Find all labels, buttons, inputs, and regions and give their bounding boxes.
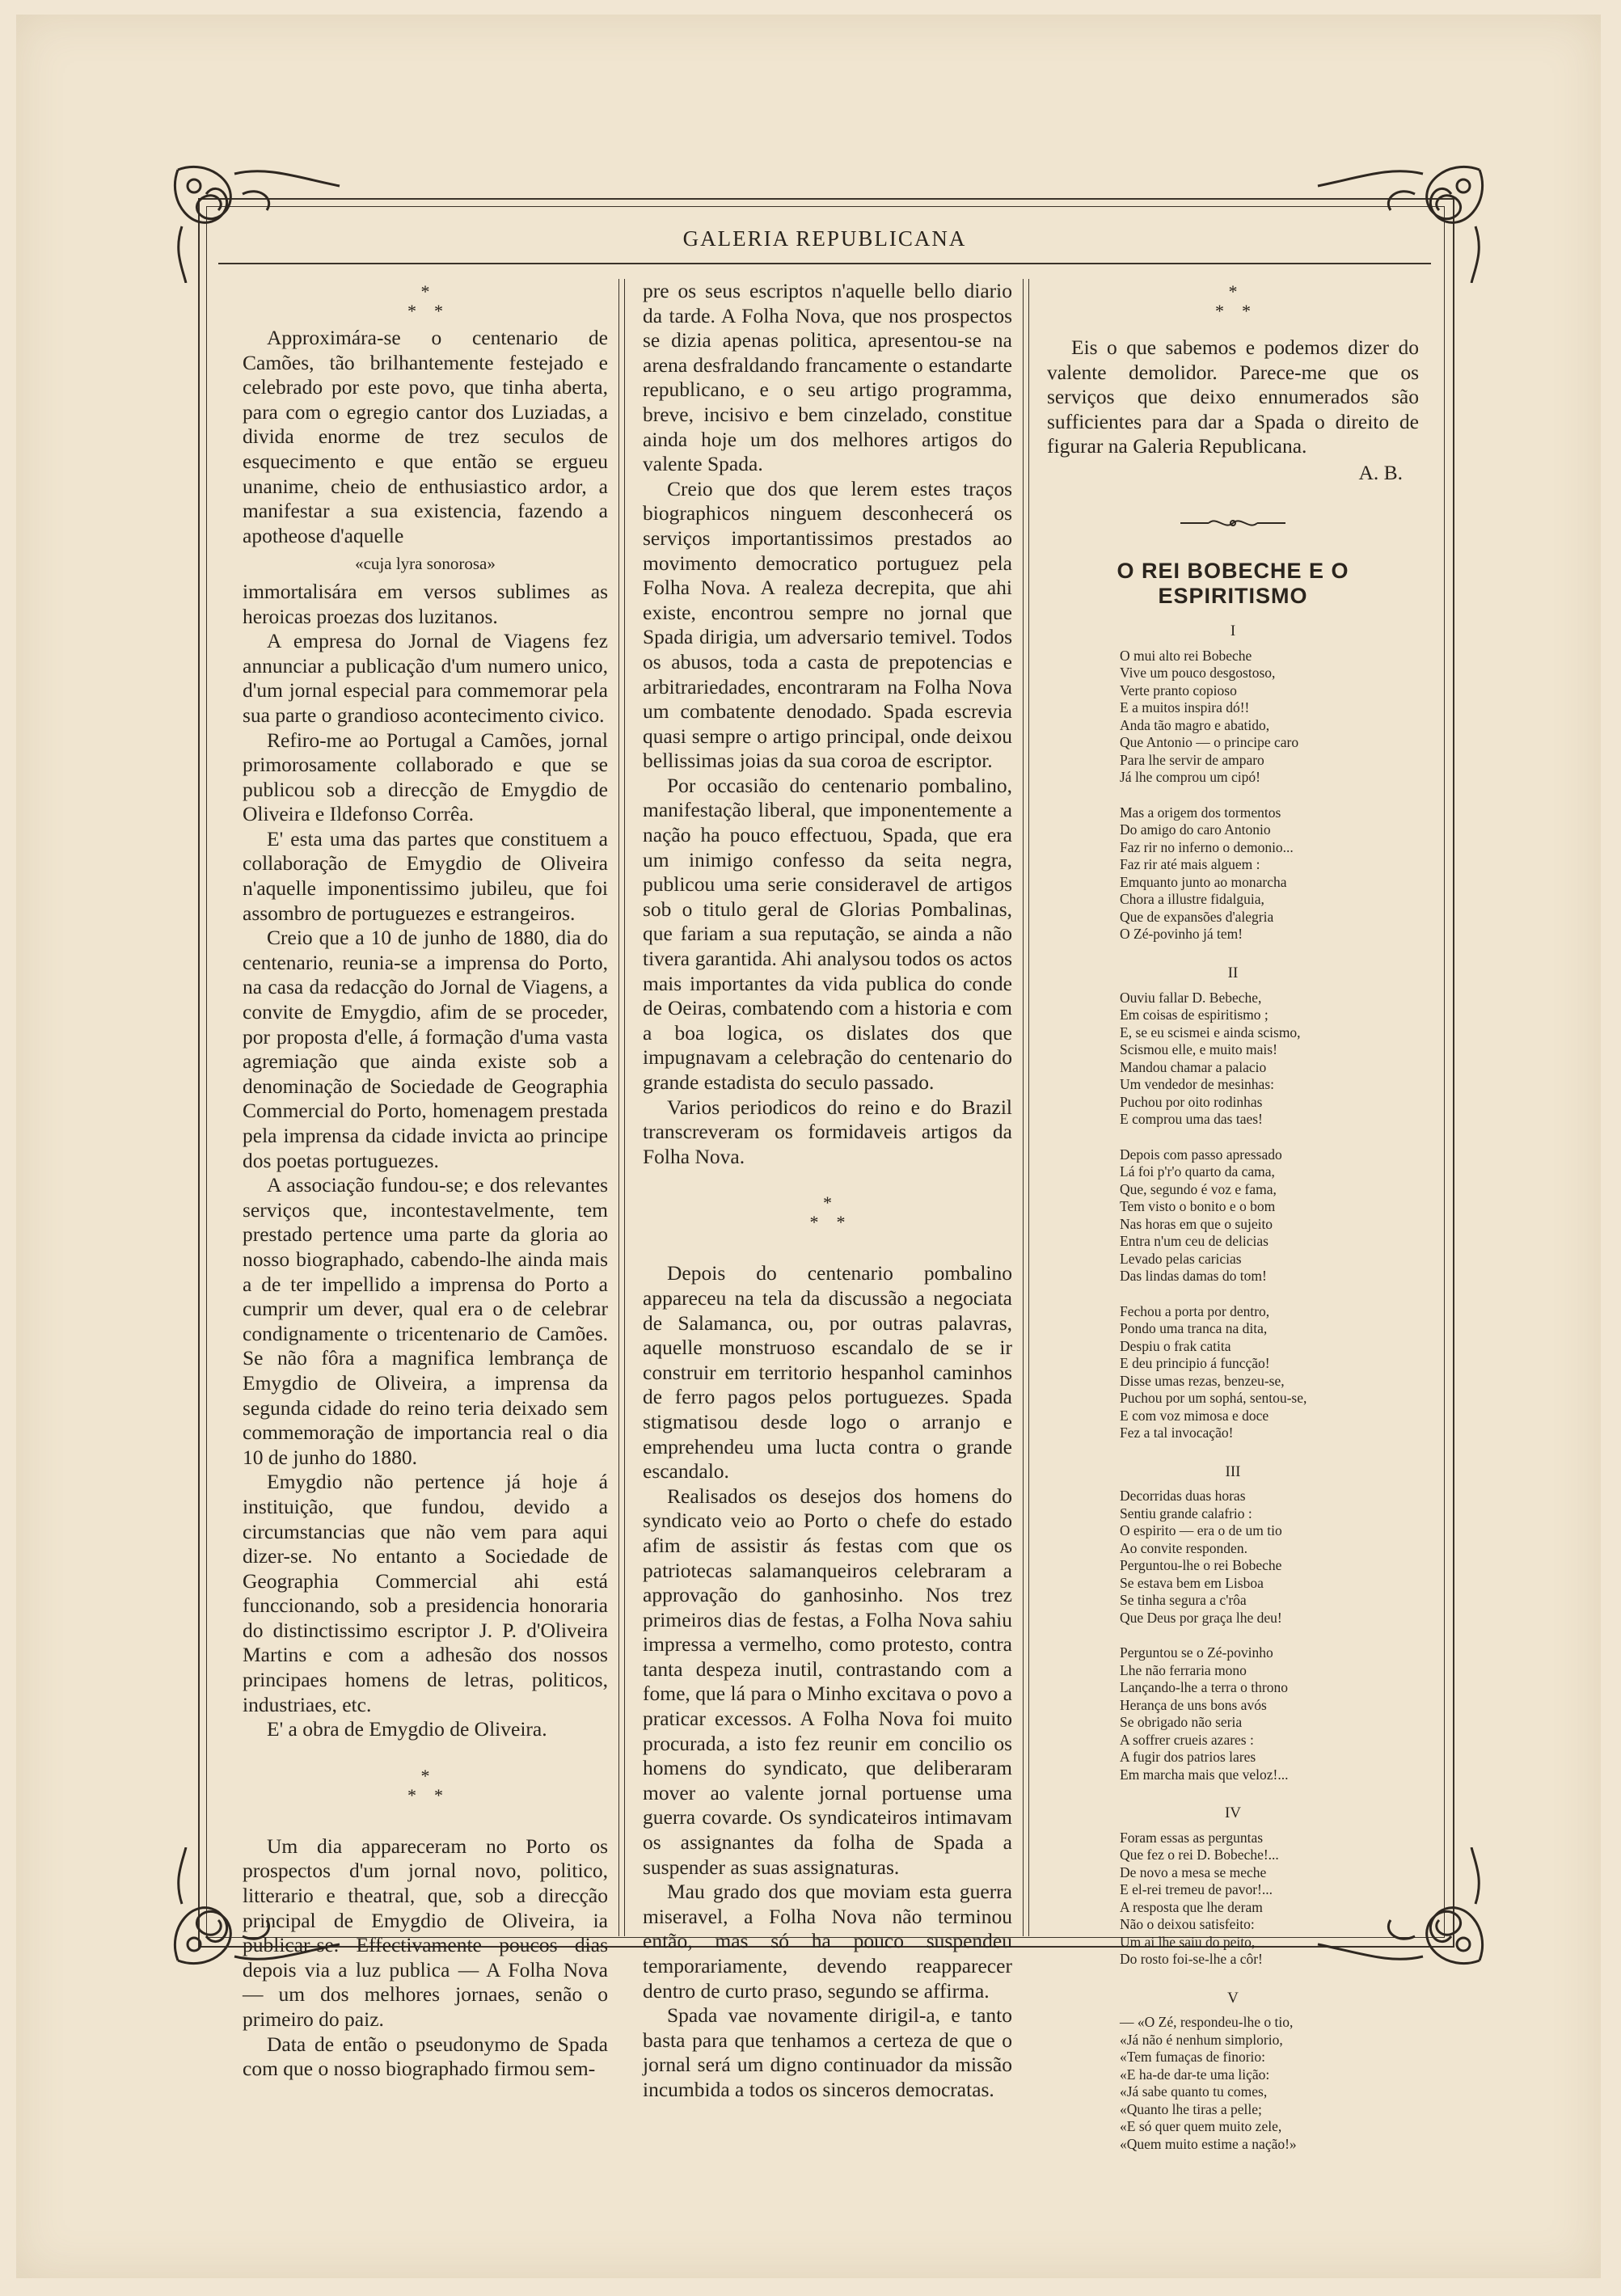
paragraph: Creio que dos que lerem estes traços biographicos ninguem desconhecerá os serviços importantissimos prestados ao movimento democratico portuguez pela Folha Nova. A realeza decrepita, que ahi existe, encontrou sempre no jornal que Spada dirigia, um adversario temivel. Todos os abusos, toda a casta de prepotencias e arbitrariedades, encontraram na Folha Nova um combatente denodado. Spada escrevia quasi sempre o artigo principal, onde deixou bellissimas joias da sua coroa de escriptor. — [643, 476, 1012, 773]
paragraph: Refiro-me ao Portugal a Camões, jornal primorosamente collaborado e que se publicou sob a direcção de Emygdio de Oliveira e Ildefonso Corrêa. — [243, 728, 608, 826]
poem-line: Que Antonio — o principe caro — [1120, 734, 1299, 751]
signature: A. B. — [1358, 460, 1403, 484]
poem-line: O espirito — era o de um tio — [1120, 1522, 1282, 1539]
poem-line: Pondo uma tranca na dita, — [1120, 1320, 1268, 1337]
poem-line: O Zé-povinho já tem! — [1120, 926, 1243, 943]
column-2 — [643, 279, 1012, 2103]
poem-stanza — [1047, 1303, 1419, 1442]
poem-line: «Quem muito estime a nação!» — [1120, 2135, 1297, 2152]
poem-line: E el-rei tremeu de pavor!... — [1120, 1881, 1273, 1898]
paragraph: A associação fundou-se; e dos relevantes serviços que, incontestavelmente, tem prestado pertence uma parte da gloria ao nosso biographado, cabendo-lhe ainda mais a de ter impellido a imprensa do Porto a cumprir um dever, qual era o de celebrar condignamente o tricentenario de Camões. Se não fôra a magnifica lembrança de Emygdio de Oliveira, a imprensa da segunda cidade do reino teria deixado sem commemoração de importancia real o dia 10 de junho do 1880. — [243, 1173, 608, 1469]
poem-stanza — [1047, 1146, 1419, 1285]
poem-line: Se obrigado não seria — [1120, 1714, 1243, 1731]
poem-line: Lançando-lhe a terra o throno — [1120, 1679, 1288, 1696]
poem-line: Levado pelas caricias — [1120, 1250, 1242, 1267]
poem-line: O mui alto rei Bobeche — [1120, 647, 1252, 664]
poem-line: Emquanto junto ao monarcha — [1120, 873, 1287, 890]
poem-line: Tem visto o bonito e o bom — [1120, 1198, 1276, 1215]
poem-line: — «O Zé, respondeu-lhe o tio, — [1120, 2014, 1294, 2031]
poem-line: Herança de uns bons avós — [1120, 1696, 1267, 1713]
header-rule — [218, 263, 1431, 264]
poem-line: Que de expansões d'alegria — [1120, 908, 1274, 925]
page-header: GALERIA REPUBLICANA — [682, 226, 967, 251]
poem-line: Faz rir no inferno o demonio... — [1120, 838, 1294, 855]
poem-line: Se estava bem em Lisboa — [1120, 1574, 1264, 1591]
poem-line: E a muitos inspira dó!! — [1120, 699, 1250, 716]
poem-line: Faz rir até mais alguem : — [1120, 856, 1260, 873]
paragraph: pre os seus escriptos n'aquelle bello diario da tarde. A Folha Nova, que nos prospectos se dizia apenas politica, apresentou-se na arena desfraldando francamente o estandarte republicano, e o seu artigo programma, breve, incisivo e bem cinzelado, constitue ainda hoje um dos melhores artigos do valente Spada. — [643, 279, 1012, 476]
poem-line: A resposta que lhe deram — [1120, 1898, 1263, 1915]
poem-line: Um ai lhe saiu do peito, — [1120, 1933, 1256, 1950]
paragraph: Creio que a 10 de junho de 1880, dia do centenario, reunia-se a imprensa do Porto, na casa da redacção do Jornal de Viagens, a convite de Emygdio, afim de se proceder, por proposta d'elle, á formação d'uma vasta agremiação que ainda existe sob a denominação de Sociedade de Geographia Commercial do Porto, homenagem prestada pela imprensa da cidade invicta ao principe dos poetas portuguezes. — [243, 926, 608, 1172]
poem-line: Lá foi p'r'o quarto da cama, — [1120, 1163, 1275, 1180]
section-stars: * * * — [407, 281, 443, 321]
poem-stanza — [1047, 648, 1419, 787]
poem-line: Que Deus por graça lhe deu! — [1120, 1609, 1282, 1626]
poem-title: O REI BOBECHE E O ESPIRITISMO — [1117, 559, 1349, 608]
poem-section-numeral: V — [1227, 1989, 1239, 2007]
poem-line: Foram essas as perguntas — [1120, 1829, 1264, 1846]
poem-line: Sentiu grande calafrio : — [1120, 1505, 1252, 1522]
poem-line: Despiu o frak catita — [1120, 1337, 1231, 1354]
paragraph: Data de então o pseudonymo de Spada com que o nosso biographado firmou sem- — [243, 2032, 608, 2081]
poem-line: Para lhe servir de amparo — [1120, 751, 1264, 768]
paragraph: immortalisára em versos sublimes as heroicas proezas dos luzitanos. — [243, 579, 608, 628]
poem-line: «Já não é nenhum simplorio, — [1120, 2031, 1283, 2048]
paragraph: E' esta uma das partes que constituem a collaboração de Emygdio de Oliveira n'aquelle imponentissimo jubileu, que foi assombro de portuguezes e estrangeiros. — [243, 826, 608, 925]
poem-line: A fugir dos patrios lares — [1120, 1749, 1256, 1766]
poem-line: Chora a illustre fidalguia, — [1120, 891, 1264, 908]
paragraph: A empresa do Jornal de Viagens fez annunciar a publicação d'um numero unico, d'um jornal especial para commemorar pela sua parte o grandioso acontecimento civico. — [243, 629, 608, 727]
poem-line: E comprou uma das taes! — [1120, 1111, 1263, 1128]
column-1 — [243, 279, 608, 2082]
section-stars: * * * — [1215, 281, 1251, 321]
poem-line: «Quanto lhe tiras a pelle; — [1120, 2100, 1262, 2117]
poem-section-numeral: I — [1230, 623, 1236, 640]
poem-line: Já lhe comprou um cipó! — [1120, 769, 1260, 786]
paragraph: Eis o que sabemos e podemos dizer do valente demolidor. Parece-me que os serviços que deixo ennumerados são sufficientes para dar a Spada o direito de figurar na Galeria Republicana. — [1047, 336, 1419, 458]
poem-line: Decorridas duas horas — [1120, 1488, 1246, 1505]
poem-line: «Já sabe quanto tu comes, — [1120, 2083, 1268, 2100]
column-divider-1 — [618, 279, 625, 1936]
paragraph: E' a obra de Emygdio de Oliveira. — [267, 1717, 547, 1741]
flourish-ornament — [1047, 512, 1419, 537]
poem-line: Ao convite responden. — [1120, 1539, 1247, 1556]
poem-line: Em coisas de espiritismo ; — [1120, 1007, 1269, 1023]
poem-line: Ouviu fallar D. Bebeche, — [1120, 989, 1262, 1006]
poem-line: Mandou chamar a palacio — [1120, 1058, 1267, 1075]
poem-stanza — [1047, 804, 1419, 943]
poem-line: Vive um pouco desgostoso, — [1120, 665, 1276, 682]
poem-line: Que fez o rei D. Bobeche!... — [1120, 1847, 1279, 1863]
poem-line: Disse umas rezas, benzeu-se, — [1120, 1372, 1285, 1389]
poem-line: Nas horas em que o sujeito — [1120, 1215, 1273, 1232]
paragraph: Por occasião do centenario pombalino, manifestação liberal, que imponentemente a nação ha pouco effectuou, Spada, que era um inimigo confesso da seita negra, publicou uma serie consideravel de artigos sob o titulo geral de Glorias Pombalinas, que fariam a sua reputação, se ainda a não tivera garantida. Ahi analysou todos os actos mais importantes da vida publica do conde de Oeiras, combatendo com a historia e com a boa logica, os dislates dos que impugnavam a celebração do centenario do grande estadista do seculo passado. — [643, 773, 1012, 1094]
poem-line: Perguntou se o Zé-povinho — [1120, 1644, 1273, 1661]
section-stars: * * * — [809, 1192, 846, 1233]
column-3 — [1047, 279, 1419, 2171]
poem-line: Do rosto foi-se-lhe a côr! — [1120, 1951, 1263, 1968]
paragraph: Um dia appareceram no Porto os prospectos d'um jornal novo, politico, litterario e theatral, que, sob a direcção principal de Emygdio de Oliveira, ia publicar-se. Effectivamente poucos dias depois via a luz publica — A Folha Nova — um dos melhores jornaes, senão o primeiro do paiz. — [243, 1834, 608, 2031]
column-divider-2 — [1023, 279, 1029, 1936]
paragraph: Mau grado dos que moviam esta guerra miseravel, a Folha Nova não terminou então, mas só ha pouco suspendeu temporariamente, devendo reapparecer dentro de curto praso, segundo se affirma. — [643, 1880, 1012, 2003]
paragraph: Depois do centenario pombalino appareceu na tela da discussão a negociata de Salamanca, ou, por outras palavras, aquelle monstruoso escandalo de se ir construir em territorio hespanhol caminhos de ferro pagos pelos portuguezes. Spada stigmatisou desde logo o arranjo e emprehendeu uma lucta contra o grande escandalo. — [643, 1261, 1012, 1484]
poem-section-numeral: II — [1227, 964, 1239, 981]
poem-line: «E ha-de dar-te uma lição: — [1120, 2066, 1270, 2083]
poem-line: E com voz mimosa e doce — [1120, 1407, 1269, 1424]
poem-line: «E só quer quem muito zele, — [1120, 2118, 1282, 2135]
poem-line: Puchou por oito rodinhas — [1120, 1093, 1263, 1110]
poem-line: E, se eu scismei e ainda scismo, — [1120, 1023, 1301, 1040]
poem-line: Entra n'um ceu de delicias — [1120, 1233, 1269, 1250]
poem-line: Fechou a porta por dentro, — [1120, 1302, 1270, 1319]
section-stars: * * * — [407, 1765, 443, 1805]
poem-section-numeral: IV — [1224, 1804, 1242, 1822]
poem-stanza — [1047, 1644, 1419, 1783]
poem-line: E deu principio á funcção! — [1120, 1355, 1270, 1372]
poem-stanza — [1047, 2014, 1419, 2153]
paragraph: Realisados os desejos dos homens do syndicato veio ao Porto o chefe do estado afim de assistir ás festas com que os patriotecas salamanqueiros celebraram a approvação do ganhosinho. Nos trez primeiros dias de festas, a Folha Nova sahiu impressa a vermelho, como protesto, contra tanta despeza inutil, contrastando com a fome, que lá para o Minho excitava o povo a praticar excessos. A Folha Nova foi muito procurada, a isto fez reunir em concilio os homens do syndicato, que deliberaram mover ao valente jornal portuense uma guerra covarde. Os syndicateiros intimavam os assignantes da folha de Spada a suspender as suas assignaturas. — [643, 1484, 1012, 1879]
poem-line: Do amigo do caro Antonio — [1120, 821, 1271, 838]
paragraph: Spada vae novamente dirigil-a, e tanto basta para que tenhamos a certeza de que o jornal será um digno continuador da missão incumbida a todos os sinceros democratas. — [643, 2003, 1012, 2101]
poem-line: Se tinha segura a c'rôa — [1120, 1592, 1247, 1609]
poem-line: De novo a mesa se meche — [1120, 1863, 1267, 1880]
poem-line: Depois com passo apressado — [1120, 1146, 1282, 1163]
poem-line: Que, segundo é voz e fama, — [1120, 1180, 1277, 1197]
poem-stanza — [1047, 1488, 1419, 1627]
poem-line: Verte pranto copioso — [1120, 682, 1237, 699]
poem-line: «Tem fumaças de finorio: — [1120, 2049, 1266, 2066]
paragraph: Approximára-se o centenario de Camões, tão brilhantemente festejado e celebrado por este povo, que tinha aberta, para com o egregio cantor dos Luziadas, a divida enorme de trez seculos de esquecimento e que então se ergueu unanime, cheio de enthusiastico ardor, a manifestar a sua existencia, fazendo a apotheose d'aquelle — [243, 326, 608, 547]
poem-stanza — [1047, 990, 1419, 1129]
poem-line: Fez a tal invocação! — [1120, 1424, 1234, 1441]
poem-line: Perguntou-lhe o rei Bobeche — [1120, 1557, 1282, 1574]
poem-line: Puchou por um sophá, sentou-se, — [1120, 1390, 1307, 1407]
poem-section-numeral: III — [1225, 1462, 1241, 1480]
paragraph: Varios periodicos do reino e do Brazil transcreveram os formidaveis artigos da Folha Nova. — [643, 1095, 1012, 1168]
poem-line: Mas a origem dos tormentos — [1120, 804, 1281, 821]
poem — [1047, 619, 1419, 2153]
poem-stanza — [1047, 1830, 1419, 1969]
poem-line: Lhe não ferraria mono — [1120, 1661, 1247, 1678]
poem-line: Anda tão magro e abatido, — [1120, 716, 1270, 733]
poem-line: Scismou elle, e muito mais! — [1120, 1041, 1277, 1058]
poem-line: Um vendedor de mesinhas: — [1120, 1076, 1274, 1093]
poem-line: Das lindas damas do tom! — [1120, 1268, 1267, 1285]
poem-line: A soffrer crueis azares : — [1120, 1731, 1254, 1748]
quote-line: «cuja lyra sonorosa» — [355, 554, 496, 574]
poem-line: Em marcha mais que veloz!... — [1120, 1766, 1289, 1783]
poem-line: Não o deixou satisfeito: — [1120, 1916, 1255, 1933]
paragraph: Emygdio não pertence já hoje á instituição, que fundou, devido a circumstancias que não vem para aqui dizer-se. No entanto a Sociedade de Geographia Commercial ahi está funccionando, sob a presidencia honoraria do distinctissimo escriptor J. P. d'Oliveira Martins e com a adhesão dos nossos principaes homens de letras, politicos, industriaes, etc. — [243, 1470, 608, 1716]
